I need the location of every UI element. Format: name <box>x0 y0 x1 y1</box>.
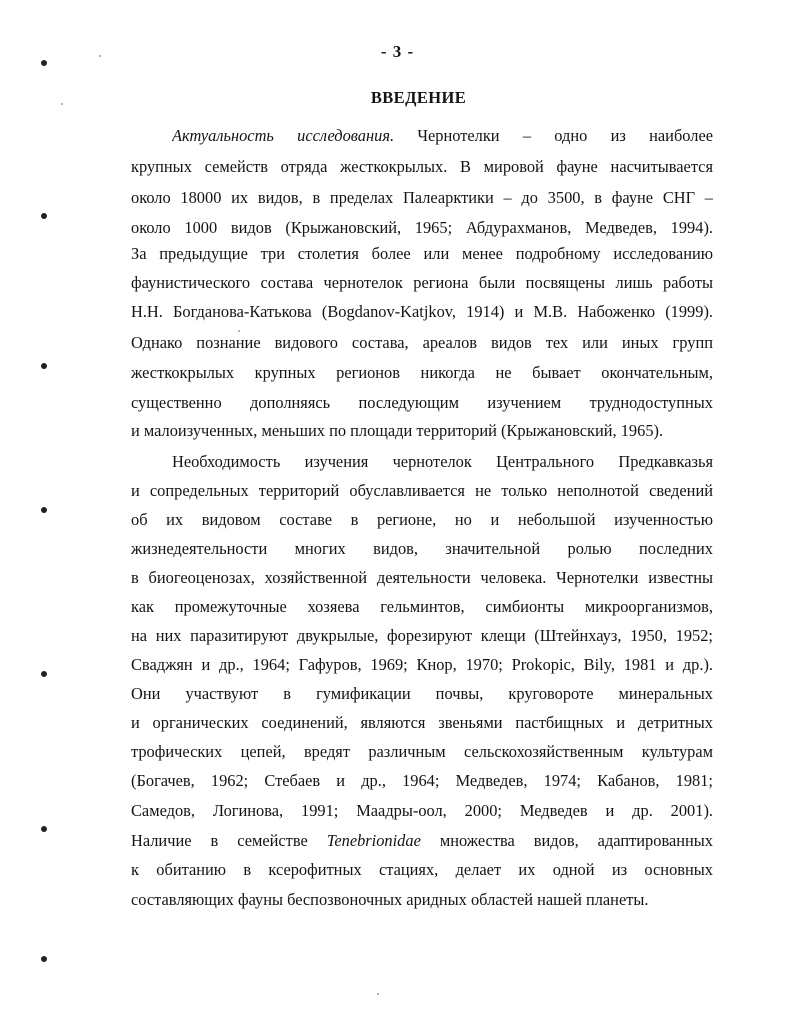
scan-speck <box>99 55 101 57</box>
text-line: существенно дополняясь последующим изучением труднодоступных <box>131 393 713 412</box>
binding-hole-mark <box>41 363 47 369</box>
text-line: жесткокрылых крупных регионов никогда не бывает окончательным, <box>131 363 713 382</box>
text-line: Однако познание видового состава, ареалов видов тех или иных групп <box>131 333 713 352</box>
text-line: (Богачев, 1962; Стебаев и др., 1964; Медведев, 1974; Кабанов, 1981; <box>131 771 713 790</box>
text-line: жизнедеятельности многих видов, значительной ролью последних <box>131 539 713 558</box>
taxon-name: Tenebrionidae <box>326 831 421 850</box>
text-line: и малоизученных, меньших по площади территорий (Крыжановский, 1965). <box>131 421 664 440</box>
text-line: Необходимость изучения чернотелок Центрального Предкавказья <box>172 452 713 471</box>
text-line: Сваджян и др., 1964; Гафуров, 1969; Кнор, 1970; Prokopic, Bily, 1981 и др.). <box>131 655 713 674</box>
binding-hole-mark <box>41 60 47 66</box>
text-line: в биогеоценозах, хозяйственной деятельности человека. Чернотелки известны <box>131 568 713 587</box>
text-line: около 18000 их видов, в пределах Палеарктики – до 3500, в фауне СНГ – <box>131 188 713 207</box>
text-line: крупных семейств отряда жесткокрылых. В мировой фауне насчитывается <box>131 157 713 176</box>
text-line: За предыдущие три столетия более или менее подробному исследованию <box>131 244 713 263</box>
text-line: как промежуточные хозяева гельминтов, симбионты микроорганизмов, <box>131 597 713 616</box>
text-line: Самедов, Логинова, 1991; Маадры-оол, 2000; Медведев и др. 2001). <box>131 801 713 820</box>
text-line <box>131 826 713 856</box>
scan-speck <box>61 103 63 105</box>
binding-hole-mark <box>41 956 47 962</box>
text-line: и сопредельных территорий обуславливается не только неполнотой сведений <box>131 481 713 500</box>
line-text: Наличие в семействе <box>131 831 327 850</box>
binding-hole-mark <box>41 671 47 677</box>
italic-phrase: Актуальность исследования. <box>172 126 395 145</box>
section-title: ВВЕДЕНИЕ <box>370 88 467 107</box>
text-line: фаунистического состава чернотелок региона были посвящены лишь работы <box>131 273 713 292</box>
text-line: об их видовом составе в регионе, но и небольшой изученностью <box>131 510 713 529</box>
text-line: к обитанию в ксерофитных стациях, делает их одной из основных <box>131 860 713 879</box>
scan-speck <box>377 993 379 995</box>
text-line: около 1000 видов (Крыжановский, 1965; Абдурахманов, Медведев, 1994). <box>131 218 713 237</box>
scan-speck <box>238 330 240 332</box>
text-line: составляющих фауны беспозвоночных аридных областей нашей планеты. <box>131 890 649 909</box>
text-line: на них паразитируют двукрылые, форезируют клещи (Штейнхауз, 1950, 1952; <box>131 626 713 645</box>
text-line: Они участвуют в гумификации почвы, круговороте минеральных <box>131 684 713 703</box>
text-line: Н.Н. Богданова-Катькова (Bogdanov-Katjkov, 1914) и М.В. Набоженко (1999). <box>131 302 713 321</box>
line-text: Чернотелки – одно из наиболее <box>394 126 713 145</box>
text-line: трофических цепей, вредят различным сельскохозяйственным культурам <box>131 742 713 761</box>
text-line <box>172 121 713 151</box>
page-number: - 3 - <box>380 42 415 61</box>
line-text: множества видов, адаптированных <box>420 831 713 850</box>
binding-hole-mark <box>41 826 47 832</box>
text-line: и органических соединений, являются звеньями пастбищных и детритных <box>131 713 713 732</box>
binding-hole-mark <box>41 507 47 513</box>
binding-hole-mark <box>41 213 47 219</box>
